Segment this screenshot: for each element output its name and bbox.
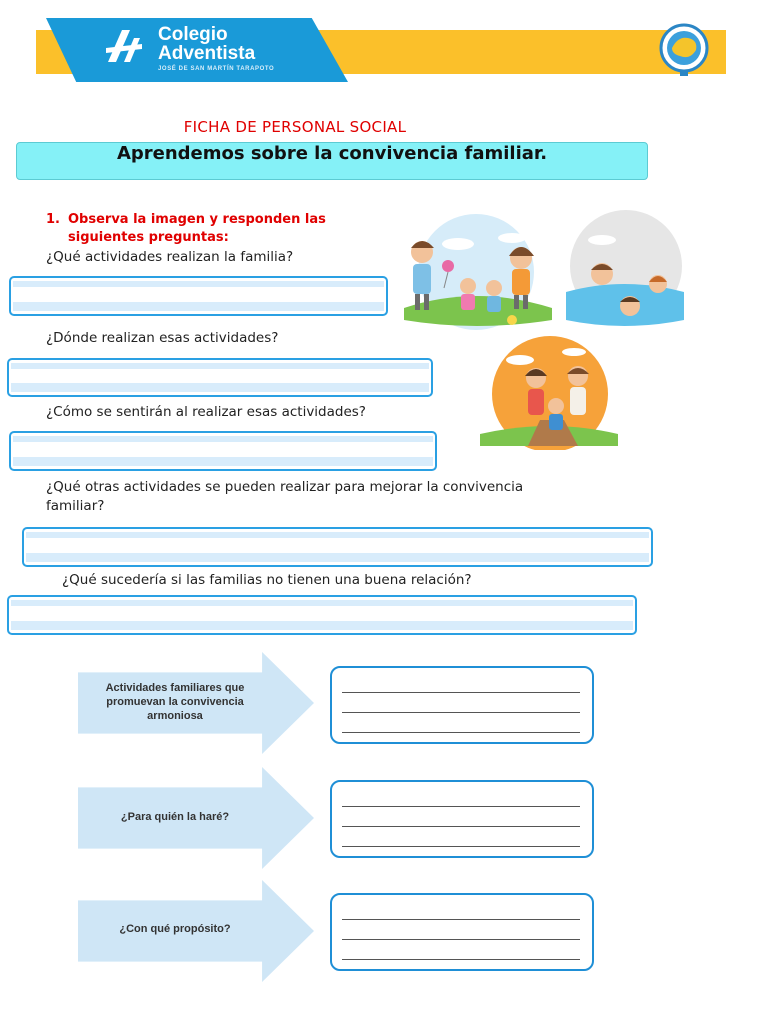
- organizer-label-2: ¿Para quién la haré?: [120, 811, 230, 823]
- section-instruction-text: Observa la imagen y responden las siguientes preguntas:: [68, 212, 326, 245]
- organizer-label-3: ¿Con qué propósito?: [119, 923, 231, 935]
- answer-field-2[interactable]: [7, 358, 433, 397]
- answer-field-3[interactable]: [9, 431, 437, 471]
- family-pool-illustration: [562, 210, 684, 330]
- organizer-answer-box-2[interactable]: [330, 780, 594, 858]
- globe-seal-icon: [656, 22, 712, 78]
- family-walk-illustration: [478, 334, 620, 450]
- answer-field-5[interactable]: [7, 595, 637, 635]
- page-title: Aprendemos sobre la convivencia familiar.: [16, 142, 648, 180]
- organizer-label-1: Actividades familiares que promuevan la convivencia armoniosa: [105, 682, 245, 722]
- section-instruction: [46, 211, 391, 247]
- organizer-answer-box-3[interactable]: [330, 893, 594, 971]
- family-park-illustration: [400, 208, 558, 332]
- brand-subtitle: JOSÉ DE SAN MARTÍN TARAPOTO: [158, 66, 275, 72]
- brand-name-line2: Adventista: [158, 43, 256, 64]
- question-5: ¿Qué sucedería si las familias no tienen una buena relación?: [62, 572, 472, 588]
- organizer-answer-box-1[interactable]: [330, 666, 594, 744]
- brand-name-line1: Colegio: [158, 24, 228, 45]
- worksheet-subject: FICHA DE PERSONAL SOCIAL: [183, 118, 407, 136]
- question-3: ¿Cómo se sentirán al realizar esas actividades?: [46, 404, 366, 420]
- question-4: ¿Qué otras actividades se pueden realizar para mejorar la convivencia familiar?: [46, 479, 524, 514]
- answer-field-1[interactable]: [9, 276, 388, 316]
- logo-mark-icon: [104, 28, 144, 62]
- section-number: 1.: [46, 212, 60, 227]
- question-2: ¿Dónde realizan esas actividades?: [46, 330, 279, 346]
- answer-field-4[interactable]: [22, 527, 653, 567]
- question-1: ¿Qué actividades realizan la familia?: [46, 249, 294, 265]
